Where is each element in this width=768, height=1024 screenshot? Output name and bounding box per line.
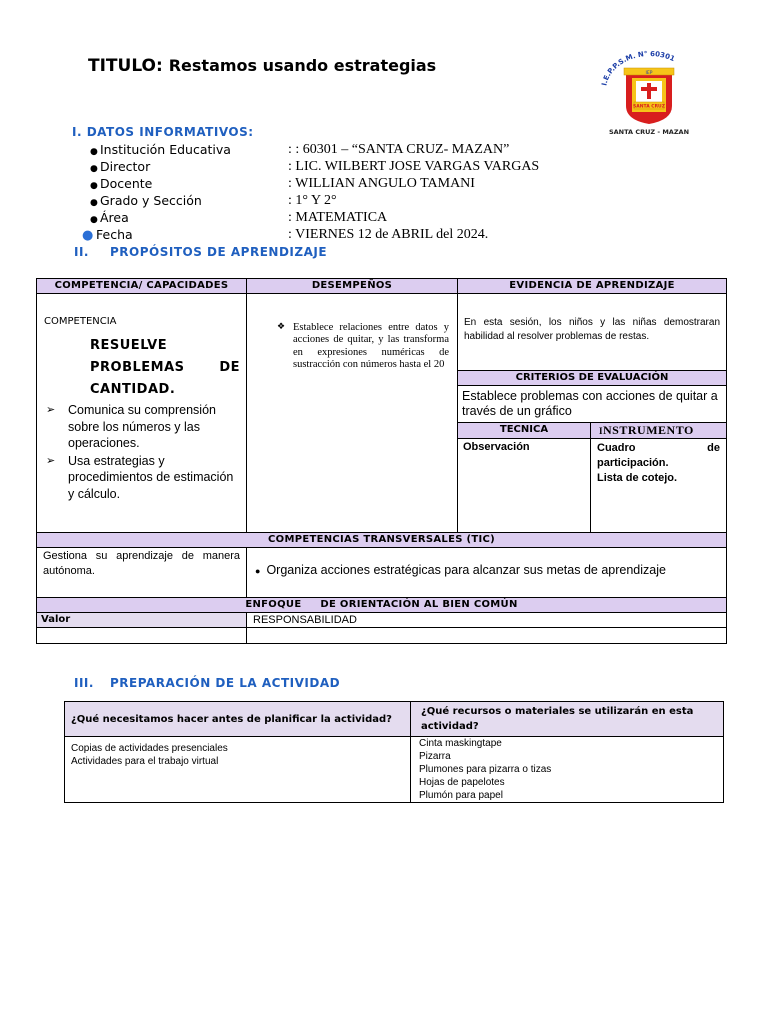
logo-arc-text: I.E.P.P.S.M. N° 60301 bbox=[600, 50, 676, 87]
list-item: Plumones para pizarra o tizas bbox=[419, 764, 552, 775]
bullet-icon: ● bbox=[82, 227, 94, 243]
competencia-cell bbox=[37, 294, 247, 533]
info-value: : WILLIAN ANGULO TAMANI bbox=[288, 175, 475, 191]
transversales-header: COMPETENCIAS TRANSVERSALES (TIC) bbox=[37, 533, 727, 548]
info-row-institucion bbox=[90, 141, 690, 158]
info-value: : 1° Y 2° bbox=[288, 192, 337, 208]
prep-question-antes: ¿Qué necesitamos hacer antes de planificar la actividad? bbox=[65, 702, 411, 737]
list-item: Pizarra bbox=[419, 751, 451, 762]
info-value: : VIERNES 12 de ABRIL del 2024. bbox=[288, 226, 489, 242]
info-value: : : 60301 – “SANTA CRUZ- MAZAN” bbox=[288, 141, 510, 157]
bullet-icon: ● bbox=[90, 164, 98, 174]
section-3-number: III. bbox=[74, 676, 94, 690]
list-item: Cinta maskingtape bbox=[419, 738, 502, 749]
title-colon: : bbox=[156, 56, 169, 76]
info-label: Director bbox=[100, 159, 151, 174]
info-label: Grado y Sección bbox=[100, 193, 202, 208]
info-row-grado bbox=[90, 192, 690, 209]
competencia-name bbox=[44, 335, 240, 401]
instrumento-value: Cuadro de participación. Lista de cotejo. bbox=[591, 439, 727, 533]
bullet-icon: ● bbox=[90, 181, 98, 191]
desempeno-cell bbox=[247, 294, 458, 533]
logo-small-text: IEP bbox=[645, 71, 653, 76]
section-3-title: PREPARACIÓN DE LA ACTIVIDAD bbox=[110, 676, 341, 690]
transversal-capacidad: ● Organiza acciones estratégicas para alcanzar sus metas de aprendizaje bbox=[247, 548, 727, 598]
bullet-icon: ● bbox=[90, 198, 98, 208]
info-value: : LIC. WILBERT JOSE VARGAS VARGAS bbox=[288, 158, 540, 174]
info-row-docente bbox=[90, 175, 690, 192]
info-row-fecha bbox=[82, 226, 690, 243]
section-2-heading bbox=[74, 245, 327, 259]
tecnica-value: Observación bbox=[458, 439, 591, 533]
section-2-number: II. bbox=[74, 245, 89, 259]
section-2-title: PROPÓSITOS DE APRENDIZAJE bbox=[110, 245, 328, 259]
desempeno-text: Establece relaciones entre datos y acciones de quitar, y las transforma en expresiones numéricas de sustracción con números hasta el 20 bbox=[293, 322, 449, 370]
info-label: Institución Educativa bbox=[100, 142, 231, 157]
title-prefix: TITULO bbox=[88, 56, 156, 76]
arrow-bullet-icon: ➢ bbox=[46, 404, 56, 416]
info-value: : MATEMATICA bbox=[288, 209, 388, 225]
evidencia-cell: En esta sesión, los niños y las niñas demostraran habilidad al resolver problemas de restas. bbox=[458, 294, 727, 371]
prep-question-recursos: ¿Qué recursos o materiales se utilizarán en esta actividad? bbox=[411, 702, 724, 737]
diamond-bullet-icon: ❖ bbox=[277, 322, 286, 332]
bullet-icon: ● bbox=[90, 215, 98, 225]
capacidad-item: ➢ Comunica su comprensión sobre los números y las operaciones. bbox=[46, 403, 216, 450]
competencia-word: CANTIDAD. bbox=[90, 382, 176, 397]
info-row-director bbox=[90, 158, 690, 175]
section-3-heading bbox=[74, 676, 340, 690]
transversal-competencia: Gestiona su aprendizaje de manera autónoma. bbox=[37, 548, 247, 598]
arrow-bullet-icon: ➢ bbox=[46, 454, 56, 467]
section-1-title: DATOS INFORMATIVOS: bbox=[86, 125, 254, 139]
header-evidencia: EVIDENCIA DE APRENDIZAJE bbox=[458, 279, 727, 294]
list-item: Hojas de papelotes bbox=[419, 777, 505, 788]
bullet-icon: ● bbox=[90, 147, 98, 157]
valor-value: RESPONSABILIDAD bbox=[247, 613, 727, 628]
competencia-word: RESUELVE bbox=[90, 338, 168, 353]
title-text: Restamos usando estrategias bbox=[168, 56, 437, 75]
prep-recursos-list bbox=[411, 737, 724, 803]
list-item: Plumón para papel bbox=[419, 790, 503, 801]
info-list bbox=[82, 141, 690, 243]
document-title bbox=[88, 56, 436, 76]
empty-cell bbox=[37, 628, 247, 644]
tecnica-header: TECNICA bbox=[458, 423, 591, 439]
enfoque-header: ENFOQUE DE ORIENTACIÓN AL BIEN COMÚN bbox=[37, 598, 727, 613]
capacidad-item: ➢ Usa estrategias y procedimientos de estimación y cálculo. bbox=[46, 453, 234, 501]
cross-horizontal bbox=[641, 87, 657, 91]
logo-name-small: SANTA CRUZ bbox=[633, 104, 665, 110]
criterios-header: CRITERIOS DE EVALUACIÓN bbox=[458, 371, 727, 386]
competencia-label: COMPETENCIA bbox=[44, 316, 117, 327]
logo-bottom-text: SANTA CRUZ - MAZAN bbox=[608, 128, 690, 136]
prep-antes-list bbox=[65, 737, 411, 803]
propositos-table bbox=[36, 278, 727, 644]
section-1-heading bbox=[72, 125, 254, 139]
valor-label: Valor bbox=[37, 613, 247, 628]
header-competencia: COMPETENCIA/ CAPACIDADES bbox=[37, 279, 247, 294]
info-label: Área bbox=[100, 210, 129, 225]
info-label: Fecha bbox=[96, 226, 133, 242]
list-item: Actividades para el trabajo virtual bbox=[71, 756, 219, 767]
empty-cell bbox=[247, 628, 727, 644]
school-logo-graphic bbox=[594, 50, 704, 138]
instrumento-header: INSTRUMENTO bbox=[591, 423, 727, 439]
criterios-text: Establece problemas con acciones de quitar a través de un gráfico bbox=[458, 386, 727, 423]
header-desempenos: DESEMPEÑOS bbox=[247, 279, 458, 294]
list-item: Copias de actividades presenciales bbox=[71, 743, 228, 754]
bullet-icon: ● bbox=[255, 566, 261, 576]
info-label: Docente bbox=[100, 176, 153, 191]
section-1-number: I. bbox=[72, 125, 83, 139]
competencia-word: DE bbox=[219, 360, 240, 375]
info-row-area bbox=[90, 209, 690, 226]
preparacion-table bbox=[64, 701, 724, 803]
competencia-word: PROBLEMAS bbox=[90, 360, 185, 375]
school-logo bbox=[594, 50, 704, 138]
